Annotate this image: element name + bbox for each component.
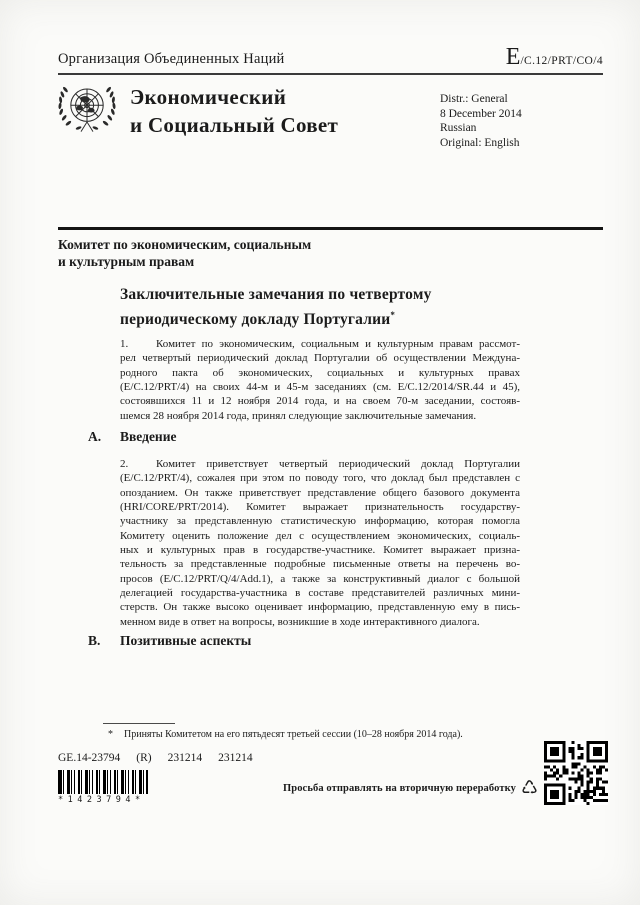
distr-type: Distr.: General bbox=[440, 93, 508, 105]
footer-code1: 231214 bbox=[167, 752, 203, 764]
footnote bbox=[108, 729, 528, 742]
paragraph-line: 1. Комитет по экономическим, социальным и культурным правам рассмот- bbox=[120, 338, 520, 350]
doc-symbol bbox=[506, 44, 603, 71]
ge-number: GE.14-23794 bbox=[58, 752, 121, 764]
page-title bbox=[120, 285, 550, 330]
paragraph-line: делегацией государства-участника в составе представителей различных мини- bbox=[120, 587, 520, 600]
paragraph-2 bbox=[120, 457, 520, 629]
doc-symbol-series: E bbox=[505, 44, 521, 70]
paragraph-line: Комитету оценить положение дел с осуществлением экономических, социаль- bbox=[120, 529, 520, 542]
masthead-rule bbox=[58, 227, 603, 230]
distr-language: Russian bbox=[440, 122, 477, 135]
paragraph-line: тельность за представленные подробные письменные ответы на перечень во- bbox=[120, 558, 520, 571]
section-b-letter: B. bbox=[88, 633, 101, 648]
paragraph-line: просов (E/C.12/PRT/Q/4/Add.1), а также за конструктивный диалог с большой bbox=[120, 572, 520, 585]
paragraph-line: (HRI/CORE/PRT/2014). Комитет выражает признательность государству- bbox=[120, 501, 520, 514]
title-line1: Заключительные замечания по четвертому bbox=[120, 286, 432, 303]
footnote-text: Приняты Комитетом на его пятьдесят третьей сессии (10–28 ноября 2014 года). bbox=[124, 729, 463, 740]
footer-code2: 231214 bbox=[218, 752, 253, 764]
paragraph-line: состоявшихся 11 и 12 ноября 2014 года, и на своем 70-м заседании, состояв- bbox=[120, 395, 520, 408]
recycle-text: Просьба отправлять на вторичную переработку bbox=[283, 783, 516, 794]
paragraph-number: 2. bbox=[120, 458, 129, 470]
language-code: (R) bbox=[136, 752, 152, 764]
paragraph-line: опозданием. Он также приветствует представление общего базового документа bbox=[120, 486, 520, 499]
committee-line2: и культурным правам bbox=[58, 254, 195, 269]
doc-symbol-number: /C.12/PRT/CO/4 bbox=[520, 55, 603, 67]
barcode-text: *1423794* bbox=[58, 795, 145, 805]
barcode-icon bbox=[58, 770, 148, 794]
distr-date: 8 December 2014 bbox=[440, 107, 522, 120]
paragraph-line: менном виде в ответ на вопросы, возникшие в ходе интерактивного диалога. bbox=[120, 615, 480, 628]
title-footnote-marker: * bbox=[390, 310, 396, 320]
council-title-line1: Экономический bbox=[130, 85, 287, 109]
section-a-heading bbox=[88, 429, 528, 445]
qr-code-icon bbox=[544, 741, 608, 810]
title-line2: периодическому докладу Португалии* bbox=[120, 310, 396, 329]
paragraph-1 bbox=[120, 337, 520, 423]
section-b-title: Позитивные аспекты bbox=[120, 633, 252, 648]
header-rule bbox=[58, 73, 603, 75]
committee-heading bbox=[58, 236, 311, 270]
committee-line1: Комитет по экономическим, социальным bbox=[58, 237, 312, 252]
paragraph-line: родного пакта об экономических, социальных и культурных правах bbox=[120, 366, 520, 379]
distr-original: Original: English bbox=[440, 136, 520, 149]
footnote-marker: * bbox=[108, 729, 113, 740]
footer-ge-line bbox=[58, 752, 269, 764]
org-name: Организация Объединенных Наций bbox=[58, 51, 285, 67]
paragraph-line: (E/C.12/PRT/4) на своих 44-м и 45-м заседаниях (см. E/C.12/2014/SR.44 и 45), bbox=[120, 381, 520, 394]
footnote-rule bbox=[103, 723, 175, 724]
council-title-line2: и Социальный Совет bbox=[130, 112, 339, 137]
section-a-title: Введение bbox=[120, 429, 177, 444]
paragraph-line: стерств. Он также высоко оценивает информацию, представленную ему в пись- bbox=[120, 601, 520, 614]
council-title bbox=[130, 84, 338, 139]
section-b-heading bbox=[88, 633, 528, 649]
distribution-block bbox=[440, 92, 522, 150]
paragraph-number: 1. bbox=[120, 338, 129, 350]
paragraph-line: 2. Комитет приветствует четвертый периодический доклад Португалии bbox=[120, 458, 520, 470]
paragraph-line: рел четвертый периодический доклад Португалии об осуществлении Междуна- bbox=[120, 352, 520, 365]
recycle-notice bbox=[283, 779, 538, 798]
un-emblem-icon bbox=[54, 80, 120, 145]
recycle-icon: ♺ bbox=[520, 777, 538, 799]
paragraph-line: участнику за представленную статистическую информацию, которая помогла bbox=[120, 515, 520, 528]
paragraph-line: ных и культурных прав в государстве-участнике. Комитет выражает призна- bbox=[120, 544, 520, 557]
paragraph-line: шемся 28 ноября 2014 года, принял следующие заключительные замечания. bbox=[120, 409, 477, 422]
section-a-letter: A. bbox=[88, 429, 102, 444]
paragraph-line: (E/C.12/PRT/4), сожалея при этом по поводу того, что доклад был представлен с bbox=[120, 472, 520, 485]
